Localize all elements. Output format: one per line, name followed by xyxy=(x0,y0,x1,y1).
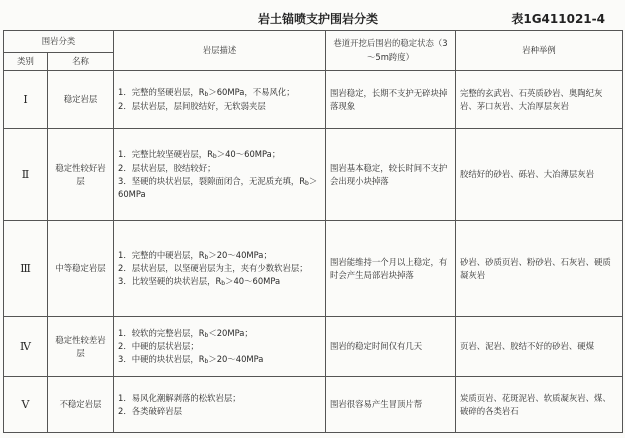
examples-cell: 砂岩、砂质页岩、粉砂岩、石灰岩、硬质凝灰岩 xyxy=(456,221,623,317)
class-cell: Ⅲ xyxy=(4,221,48,317)
description-line: 1．完整的中硬岩层，Rb＞20～40MPa； xyxy=(118,249,272,261)
stability-cell: 围岩能维持一个月以上稳定，有时会产生局部岩块掉落 xyxy=(326,221,456,317)
description-cell xyxy=(114,317,326,377)
header-group: 围岩分类 xyxy=(4,31,114,53)
description-line: 1．易风化潮解剥落的松软岩层； xyxy=(118,392,241,403)
table-row xyxy=(4,129,623,221)
header-name: 名称 xyxy=(48,53,114,71)
table-row xyxy=(4,317,623,377)
header-description: 岩层描述 xyxy=(114,31,326,71)
stability-cell: 围岩稳定，长期不支护无碎块掉落现象 xyxy=(326,71,456,129)
description-line: 2．层状岩层，以坚硬岩层为主，夹有少数软岩层； xyxy=(118,263,308,273)
table-row xyxy=(4,71,623,129)
table-title: 岩土锚喷支护围岩分类 xyxy=(258,12,379,26)
description-cell xyxy=(114,377,326,433)
description-line: 3．比较坚硬的块状岩层，Rb＞40～60MPa xyxy=(118,276,281,288)
description-line: 2．层状岩层，层间胶结好，无软弱夹层 xyxy=(118,100,266,111)
description-line: 2．各类破碎岩层 xyxy=(118,405,182,416)
class-cell: Ⅳ xyxy=(4,317,48,377)
description-line: 1．完整的坚硬岩层，Rb＞60MPa，不易风化； xyxy=(118,87,295,99)
name-cell: 稳定岩层 xyxy=(48,71,114,129)
header-row xyxy=(4,31,623,53)
examples-cell: 胶结好的砂岩、砾岩、大冶薄层灰岩 xyxy=(456,129,623,221)
stability-cell: 围岩很容易产生冒顶片帮 xyxy=(326,377,456,433)
examples-cell: 炭质页岩、花斑泥岩、软质凝灰岩、煤、破碎的各类岩石 xyxy=(456,377,623,433)
description-line: 1．完整比较坚硬岩层，Rb＞40～60MPa； xyxy=(118,149,281,161)
header-examples: 岩种举例 xyxy=(456,31,623,71)
stability-cell: 围岩基本稳定，较长时间不支护会出现小块掉落 xyxy=(326,129,456,221)
header-stability: 巷道开挖后围岩的稳定状态（3～5m跨度） xyxy=(326,31,456,71)
class-cell: Ⅱ xyxy=(4,129,48,221)
table-row xyxy=(4,221,623,317)
description-cell xyxy=(114,71,326,129)
description-line: 2．层状岩层，胶结较好； xyxy=(118,162,216,173)
description-cell xyxy=(114,129,326,221)
name-cell: 稳定性较差岩层 xyxy=(48,317,114,377)
description-cell xyxy=(114,221,326,317)
stability-cell: 围岩的稳定时间仅有几天 xyxy=(326,317,456,377)
table-row xyxy=(4,377,623,433)
name-cell: 中等稳定岩层 xyxy=(48,221,114,317)
table-code: 表1G411021-4 xyxy=(511,12,605,26)
name-cell: 稳定性较好岩层 xyxy=(48,129,114,221)
description-line: 3．坚硬的块状岩层，裂隙面闭合，无泥质充填，Rb＞60MPa xyxy=(118,175,318,199)
examples-cell: 页岩、泥岩、胶结不好的砂岩、硬煤 xyxy=(456,317,623,377)
description-line: 1．较软的完整岩层，Rb＜20MPa； xyxy=(118,327,253,339)
description-line: 2．中硬的层状岩层； xyxy=(118,341,199,351)
header-class: 类别 xyxy=(4,53,48,71)
name-cell: 不稳定岩层 xyxy=(48,377,114,433)
rock-classification-table xyxy=(3,30,623,433)
description-line: 3．中硬的块状岩层，Rb＞20～40MPa xyxy=(118,354,264,366)
class-cell: Ⅴ xyxy=(4,377,48,433)
class-cell: Ⅰ xyxy=(4,71,48,129)
examples-cell: 完整的玄武岩、石英质砂岩、奥陶纪灰岩、茅口灰岩、大冶厚层灰岩 xyxy=(456,71,623,129)
